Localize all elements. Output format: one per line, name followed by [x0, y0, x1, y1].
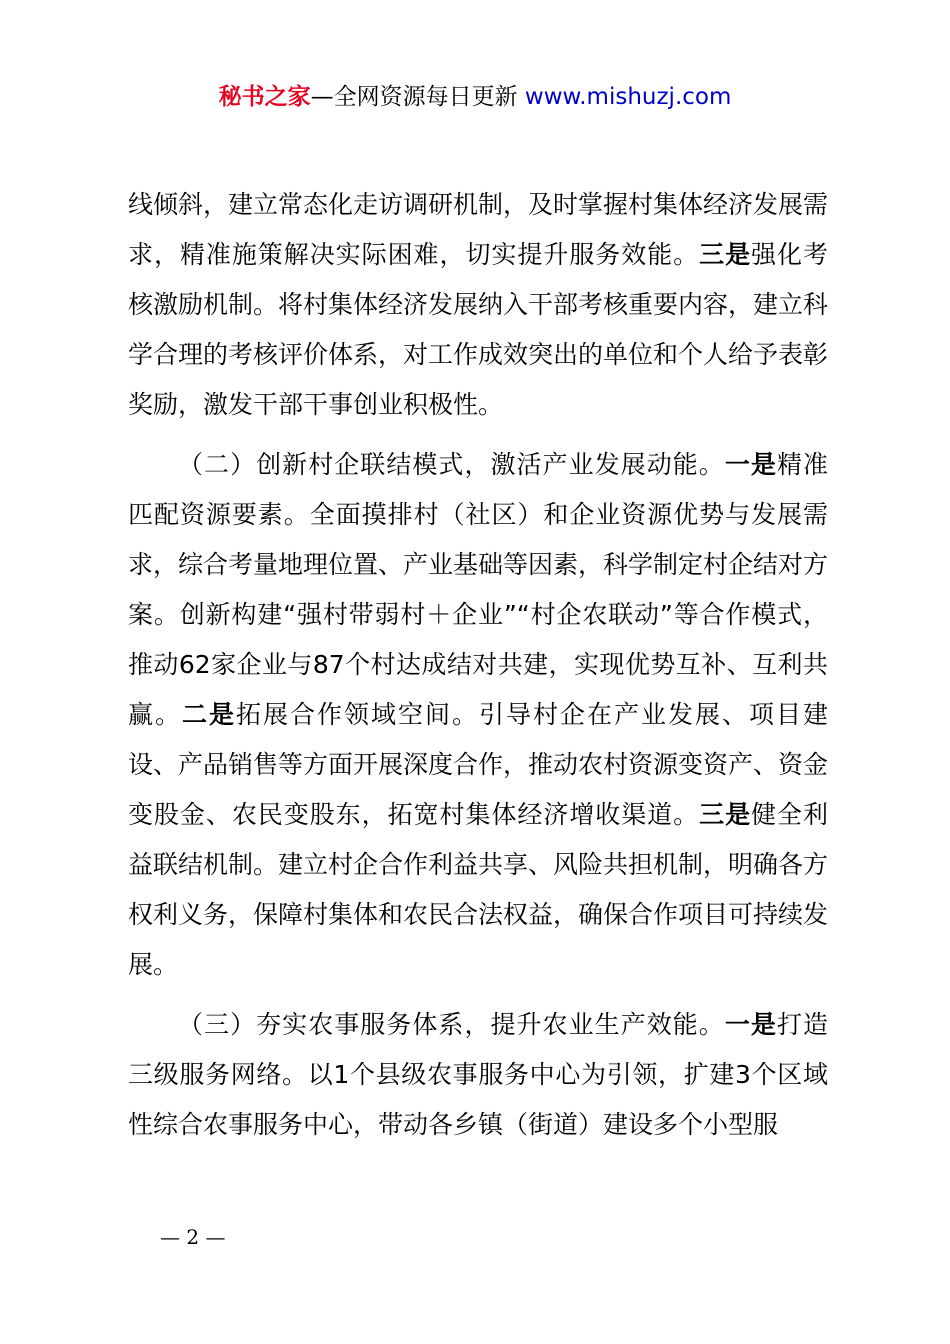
- paragraph-text: （三）夯实农事服务体系，提升农业生产效能。: [178, 1010, 725, 1039]
- paragraph-text: 打造三级服务网络。以1个县级农事服务中心为引领，扩建3个区域性综合农事服务中心，带动各乡镇（街道）建设多个小型服: [128, 1010, 828, 1139]
- body-paragraph: [128, 1000, 828, 1150]
- document-body: [128, 180, 828, 1150]
- paragraph-text: 精准匹配资源要素。全面摸排村（社区）和企业资源优势与发展需求，综合考量地理位置、产业基础等因素，科学制定村企结对方案。创新构建“强村带弱村＋企业”“村企农联动”等合作模式，推动62家企业与87个村达成结对共建，实现优势互补、互利共赢。: [128, 450, 829, 729]
- header-tagline: —全网资源每日更新: [310, 84, 525, 110]
- bold-keyword: 一是: [724, 1010, 777, 1039]
- paragraph-text: 健全利益联结机制。建立村企合作利益共享、风险共担机制，明确各方权利义务，保障村集体和农民合法权益，确保合作项目可持续发展。: [128, 800, 829, 979]
- site-header: [0, 80, 950, 114]
- bold-keyword: 三是: [699, 800, 752, 829]
- bold-keyword: 一是: [724, 450, 777, 479]
- bold-keyword: 三是: [699, 240, 752, 269]
- paragraph-text: 强化考核激励机制。将村集体经济发展纳入干部考核重要内容，建立科学合理的考核评价体系，对工作成效突出的单位和个人给予表彰奖励，激发干部干事创业积极性。: [128, 240, 829, 419]
- paragraph-text: 线倾斜，建立常态化走访调研机制，及时掌握村集体经济发展需求，精准施策解决实际困难，切实提升服务效能。: [128, 190, 829, 269]
- site-url-link[interactable]: www.mishuzj.com: [524, 84, 732, 110]
- page-number: — 2 —: [160, 1225, 226, 1249]
- paragraph-text: 拓展合作领域空间。引导村企在产业发展、项目建设、产品销售等方面开展深度合作，推动农村资源变资产、资金变股金、农民变股东，拓宽村集体经济增收渠道。: [128, 700, 829, 829]
- brand-name: 秘书之家: [218, 84, 311, 110]
- body-paragraph: [128, 180, 828, 430]
- bold-keyword: 二是: [182, 700, 236, 729]
- body-paragraph: [128, 440, 828, 990]
- paragraph-text: （二）创新村企联结模式，激活产业发展动能。: [178, 450, 725, 479]
